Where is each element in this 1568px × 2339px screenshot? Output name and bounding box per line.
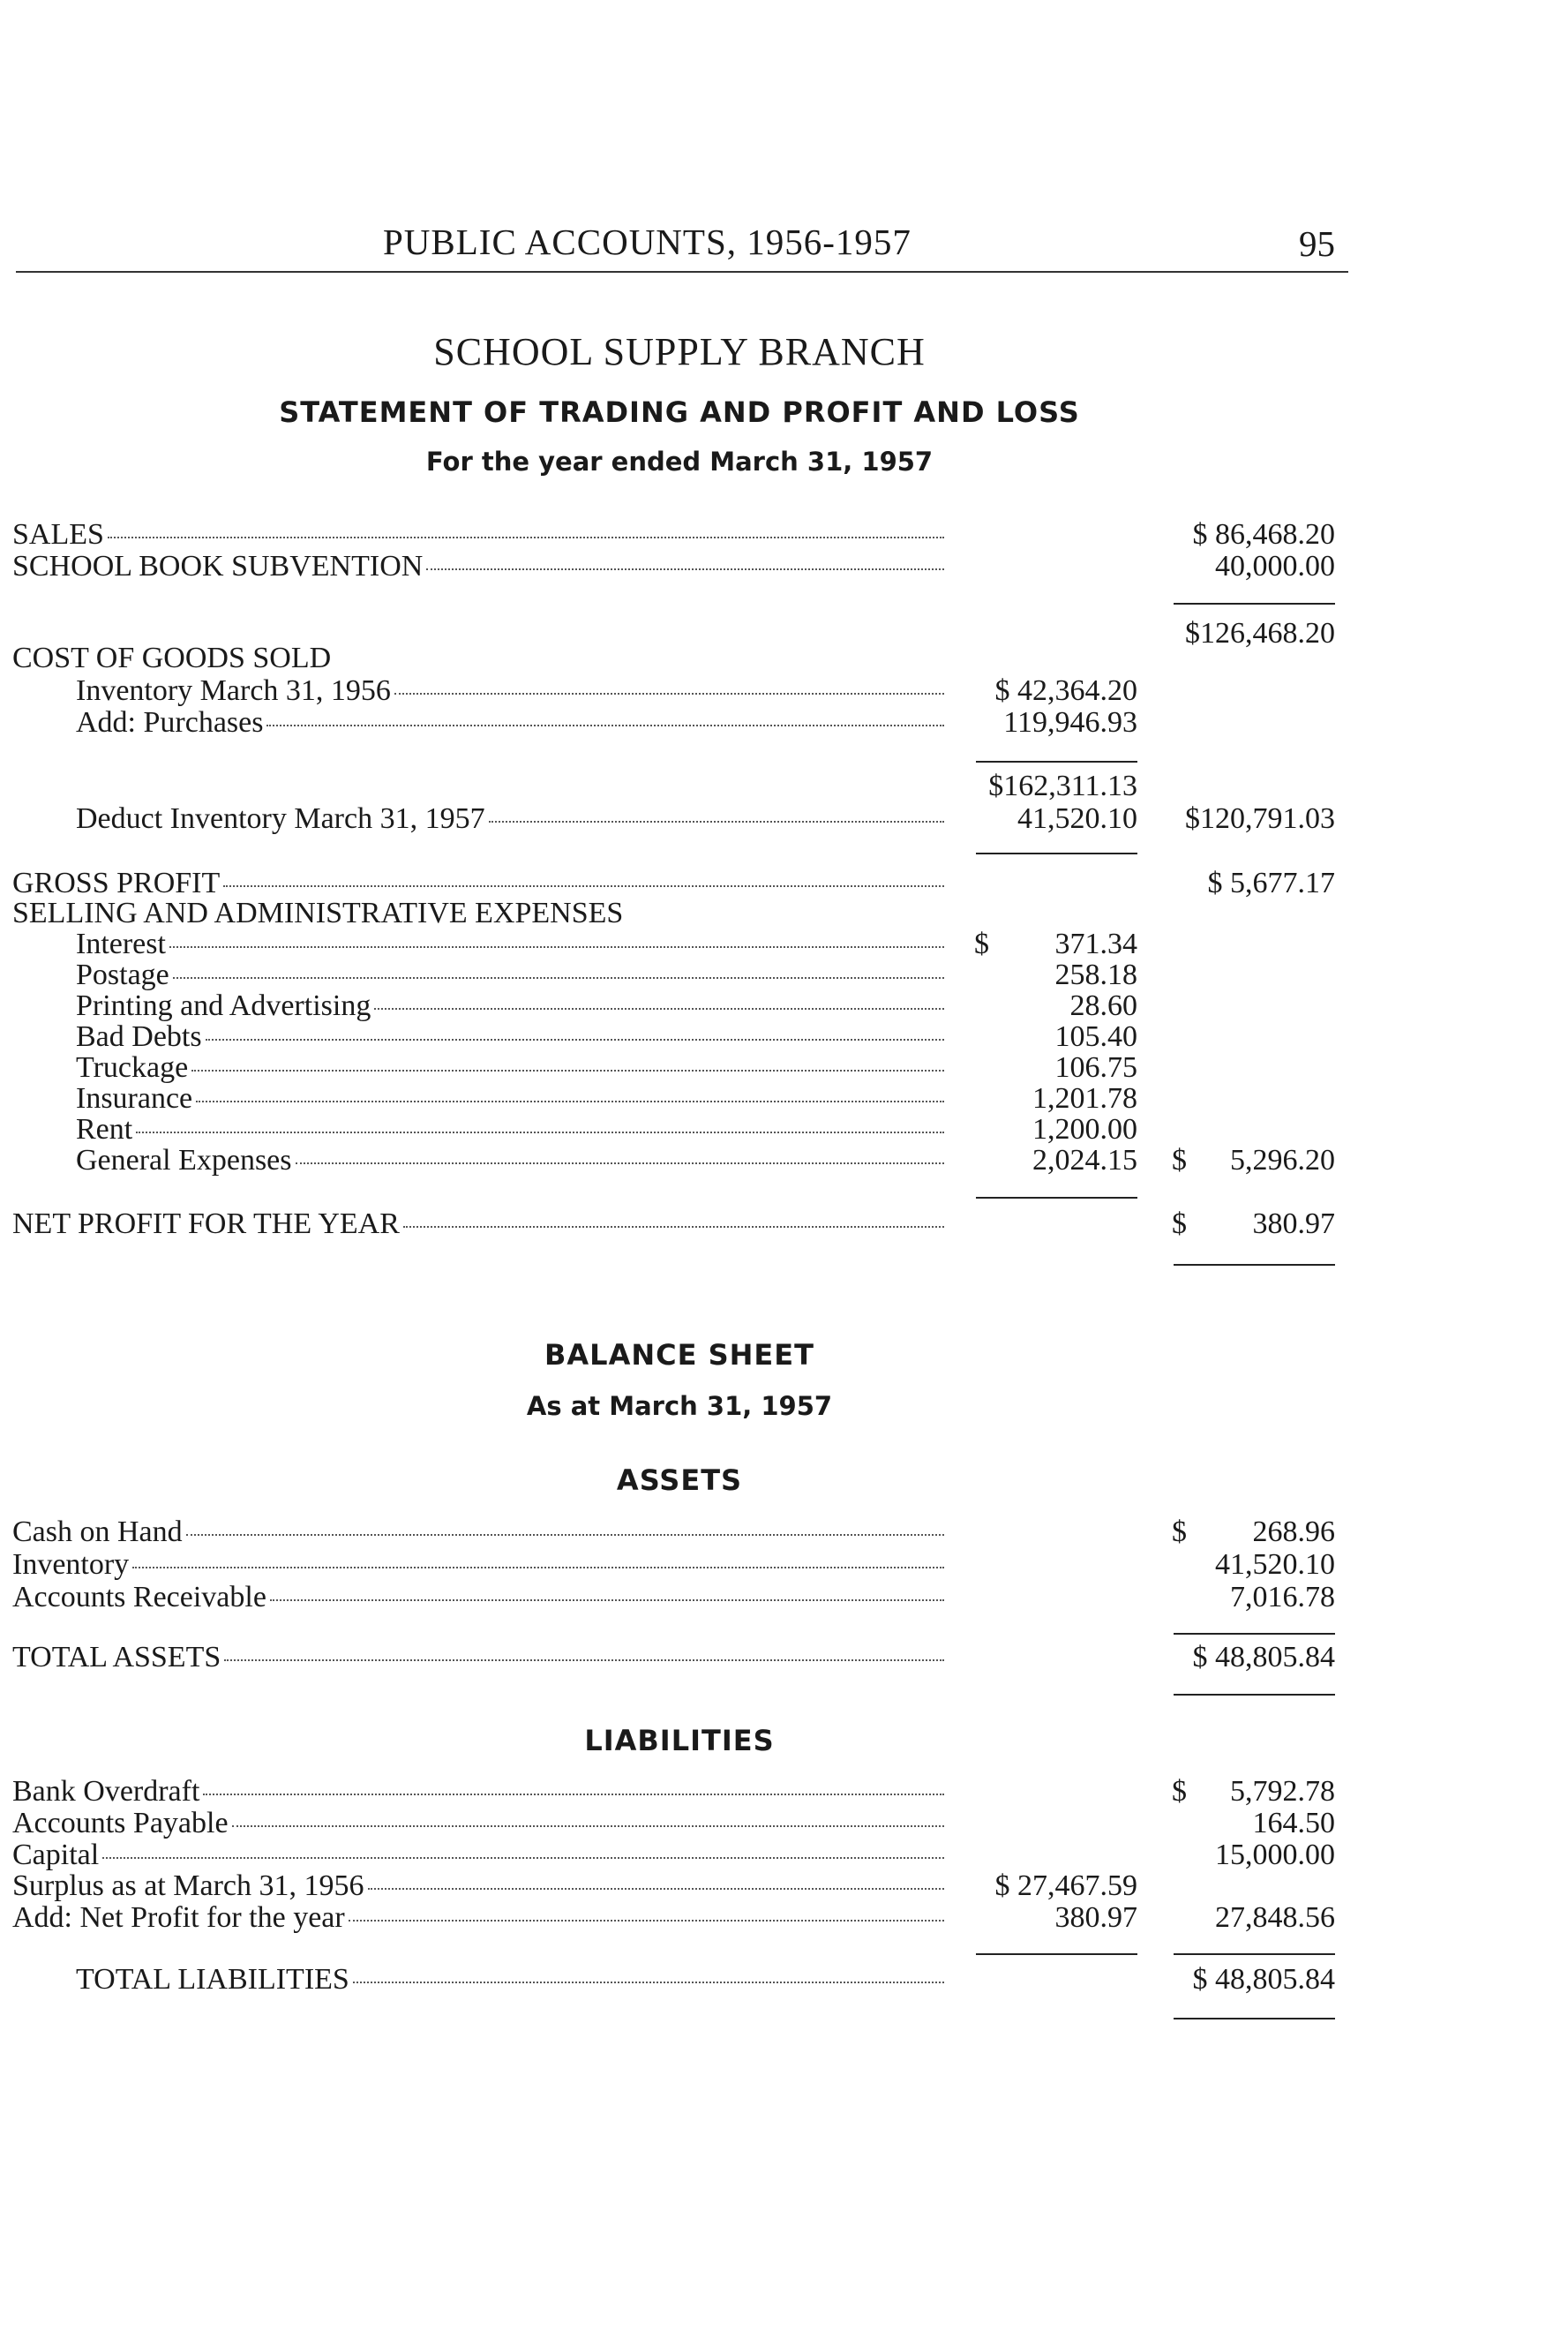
rule — [1174, 603, 1335, 605]
running-title: PUBLIC ACCOUNTS, 1956-1957 — [383, 222, 912, 262]
cogs-label: COST OF GOODS SOLD — [12, 642, 332, 674]
currency-symbol: $ — [1172, 1775, 1187, 1808]
liability-amount: 5,792.78 — [1230, 1775, 1335, 1808]
rule — [976, 1953, 1137, 1955]
total-liabilities-amount: $ 48,805.84 — [1192, 1963, 1335, 1996]
expense-row — [0, 1114, 1568, 1146]
expense-label: Rent — [76, 1113, 133, 1146]
net-profit-label: NET PROFIT FOR THE YEAR — [12, 1207, 400, 1240]
trading-statement-title: STATEMENT OF TRADING AND PROFIT AND LOSS — [279, 395, 1080, 429]
expense-label: Bad Debts — [76, 1020, 202, 1053]
deduct-inventory-amount: 41,520.10 — [1017, 802, 1137, 835]
total-revenue-amount: $126,468.20 — [1185, 617, 1335, 650]
purchases-label: Add: Purchases — [76, 706, 264, 739]
liability-amount: 15,000.00 — [1215, 1839, 1335, 1871]
liability-amount: 164.50 — [1252, 1807, 1335, 1839]
asset-row — [0, 1549, 1568, 1581]
rule — [976, 761, 1137, 763]
branch-title: SCHOOL SUPPLY BRANCH — [433, 330, 926, 373]
expenses-label: SELLING AND ADMINISTRATIVE EXPENSES — [12, 897, 624, 929]
net-profit-row — [0, 1208, 1568, 1240]
surplus-total-amount: 27,848.56 — [1215, 1901, 1335, 1934]
liability-row — [0, 1839, 1568, 1871]
expense-amount: 1,201.78 — [1032, 1082, 1137, 1115]
liability-label: Capital — [12, 1839, 100, 1871]
asset-row — [0, 1582, 1568, 1613]
total-liabilities-label: TOTAL LIABILITIES — [76, 1963, 349, 1996]
expense-amount: 371.34 — [1054, 928, 1137, 960]
liability-row — [0, 1808, 1568, 1839]
expense-amount: 258.18 — [1054, 959, 1137, 991]
gross-profit-label: GROSS PROFIT — [12, 867, 221, 899]
expense-row — [0, 1083, 1568, 1115]
asset-label: Cash on Hand — [12, 1515, 183, 1548]
total-assets-row — [0, 1642, 1568, 1673]
add-net-profit-row — [0, 1902, 1568, 1934]
expense-amount: 2,024.15 — [1032, 1144, 1137, 1177]
rule — [1174, 1633, 1335, 1635]
gross-profit-row — [0, 868, 1568, 899]
surplus-row — [0, 1870, 1568, 1902]
add-net-profit-amount: 380.97 — [1054, 1901, 1137, 1934]
sales-amount: $ 86,468.20 — [1192, 518, 1335, 551]
liability-label: Bank Overdraft — [12, 1775, 200, 1808]
subvention-amount: 40,000.00 — [1215, 550, 1335, 583]
inventory-1956-label: Inventory March 31, 1956 — [76, 674, 391, 707]
expense-label: General Expenses — [76, 1144, 292, 1177]
asset-amount: 41,520.10 — [1215, 1548, 1335, 1581]
total-assets-amount: $ 48,805.84 — [1192, 1641, 1335, 1673]
rule — [976, 1197, 1137, 1199]
header-rule — [16, 271, 1348, 273]
net-profit-amount: 380.97 — [1252, 1207, 1335, 1240]
expense-amount: 28.60 — [1069, 989, 1137, 1022]
liability-row — [0, 1776, 1568, 1808]
currency-symbol: $ — [1172, 1207, 1187, 1240]
expense-amount: 106.75 — [1054, 1051, 1137, 1084]
surplus-amount: $ 27,467.59 — [994, 1869, 1137, 1902]
cogs-subtotal-row — [0, 771, 1568, 802]
page-number: 95 — [1299, 223, 1335, 264]
expense-row — [0, 959, 1568, 991]
currency-symbol: $ — [974, 928, 989, 960]
rule — [1174, 1694, 1335, 1696]
liability-label: Accounts Payable — [12, 1807, 229, 1839]
total-assets-label: TOTAL ASSETS — [12, 1641, 221, 1673]
expense-amount: 1,200.00 — [1032, 1113, 1137, 1146]
asset-label: Inventory — [12, 1548, 130, 1581]
page-header — [0, 221, 1568, 274]
currency-symbol: $ — [1172, 1515, 1187, 1548]
expenses-total-amount: 5,296.20 — [1230, 1144, 1335, 1177]
total-liabilities-row — [0, 1964, 1568, 1996]
expense-amount: 105.40 — [1054, 1020, 1137, 1053]
asset-amount: 268.96 — [1252, 1515, 1335, 1548]
deduct-inventory-label: Deduct Inventory March 31, 1957 — [76, 802, 485, 835]
expense-label: Postage — [76, 959, 169, 991]
expense-label: Interest — [76, 928, 166, 960]
expense-label: Printing and Advertising — [76, 989, 371, 1022]
inventory-1956-amount: $ 42,364.20 — [994, 674, 1137, 707]
expense-row — [0, 1052, 1568, 1084]
cogs-total-amount: $120,791.03 — [1185, 802, 1335, 835]
cogs-subtotal-amount: $162,311.13 — [988, 770, 1137, 802]
trading-statement-subtitle: For the year ended March 31, 1957 — [425, 447, 934, 477]
gross-profit-amount: $ 5,677.17 — [1207, 867, 1335, 899]
liabilities-heading: LIABILITIES — [584, 1724, 775, 1757]
expense-row — [0, 1145, 1568, 1177]
rule — [1174, 1953, 1335, 1955]
expenses-heading-row — [0, 898, 1568, 929]
assets-heading: ASSETS — [616, 1463, 743, 1497]
add-net-profit-label: Add: Net Profit for the year — [12, 1901, 345, 1934]
balance-sheet-title: BALANCE SHEET — [544, 1338, 814, 1372]
expense-label: Truckage — [76, 1051, 189, 1084]
expense-row — [0, 929, 1568, 960]
deduct-inventory-row — [0, 803, 1568, 835]
rule — [1174, 2018, 1335, 2019]
rule — [976, 853, 1137, 854]
subvention-row — [0, 551, 1568, 583]
purchases-row — [0, 707, 1568, 739]
asset-label: Accounts Receivable — [12, 1581, 266, 1613]
subvention-label: SCHOOL BOOK SUBVENTION — [12, 550, 424, 583]
balance-sheet-subtitle: As at March 31, 1957 — [526, 1391, 833, 1421]
currency-symbol: $ — [1172, 1144, 1187, 1177]
expense-label: Insurance — [76, 1082, 193, 1115]
expense-row — [0, 1021, 1568, 1053]
rule — [1174, 1264, 1335, 1266]
expense-row — [0, 990, 1568, 1022]
asset-amount: 7,016.78 — [1230, 1581, 1335, 1613]
purchases-amount: 119,946.93 — [1003, 706, 1137, 739]
sales-row — [0, 519, 1568, 551]
cogs-heading-row — [0, 643, 1568, 674]
surplus-label: Surplus as at March 31, 1956 — [12, 1869, 364, 1902]
inventory-1956-row — [0, 675, 1568, 707]
asset-row — [0, 1516, 1568, 1548]
sales-label: SALES — [12, 518, 104, 551]
